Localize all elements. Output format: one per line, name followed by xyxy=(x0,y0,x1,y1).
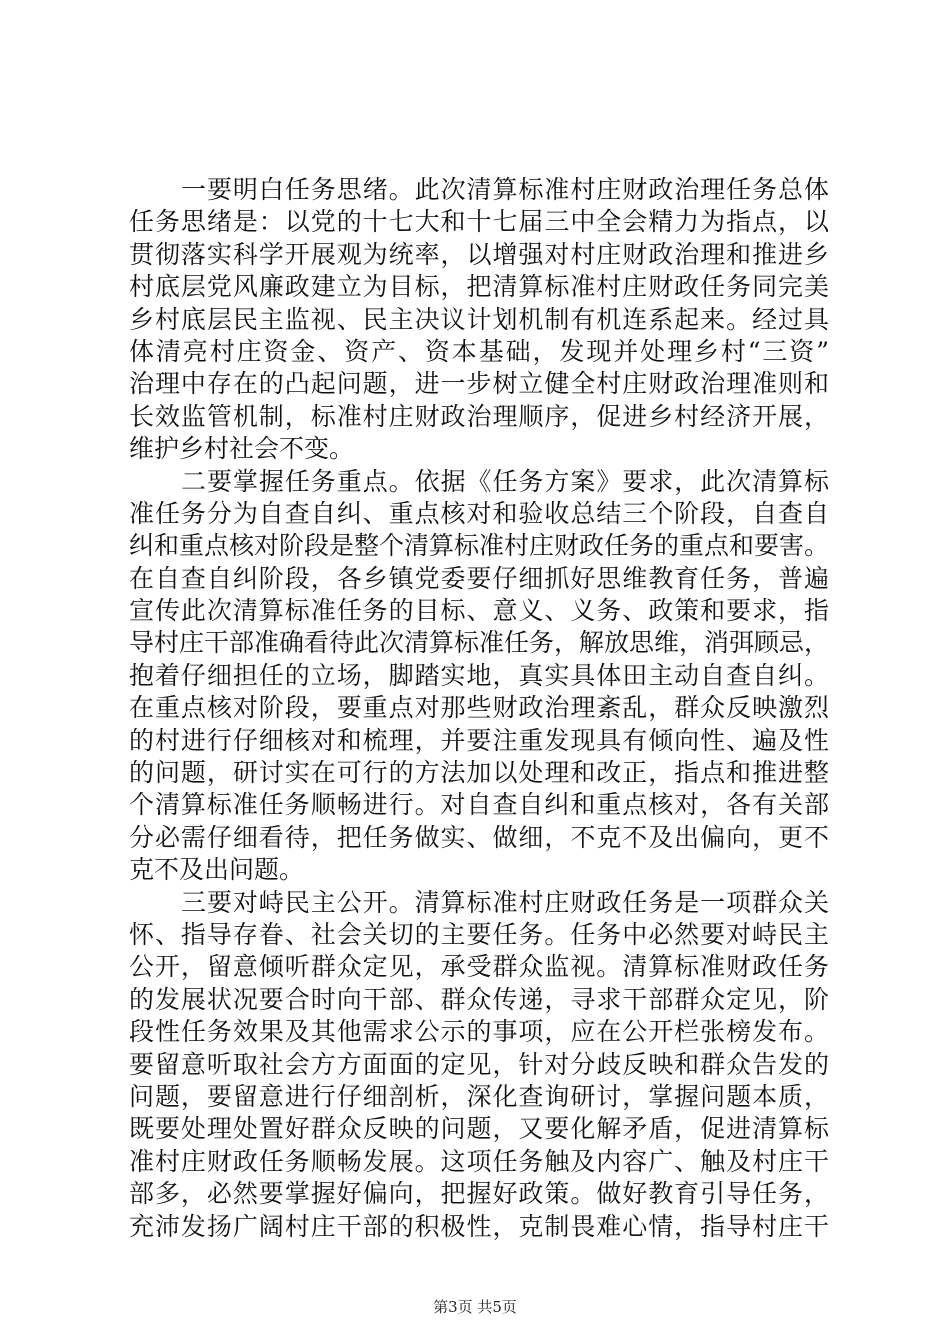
text-line: 怀、指导存眷、社会关切的主要任务。任务中必然要对峙民主 xyxy=(129,919,829,949)
text-line: 的发展状况要合时向干部、群众传递，寻求干部群众定见，阶 xyxy=(129,984,829,1014)
text-line: 长效监管机制，标准村庄财政治理顺序，促进乡村经济开展， xyxy=(129,401,829,431)
text-line: 要留意听取社会方方面面的定见，针对分歧反映和群众告发的 xyxy=(129,1049,829,1079)
page-number-label: 第3页 共5页 xyxy=(433,1298,517,1316)
text-line: 三要对峙民主公开。清算标准村庄财政任务是一项群众关 xyxy=(181,887,829,917)
text-line: 导村庄干部准确看待此次清算标准任务，解放思维，消弭顾忌， xyxy=(129,628,830,658)
text-line: 维护乡村社会不变。 xyxy=(129,434,355,464)
text-line: 抱着仔细担任的立场，脚踏实地，真实具体田主动自查自纠。 xyxy=(129,660,829,690)
text-line: 体清亮村庄资金、资产、资本基础，发现并处理乡村“三资” xyxy=(129,336,829,366)
text-line: 一要明白任务思绪。此次清算标准村庄财政治理任务总体 xyxy=(181,175,829,204)
text-line: 公开，留意倾听群众定见，承受群众监视。清算标准财政任务 xyxy=(129,952,829,982)
text-line: 段性任务效果及其他需求公示的事项，应在公开栏张榜发布。 xyxy=(129,1017,829,1047)
text-line: 村底层党风廉政建立为目标，把清算标准村庄财政任务同完美 xyxy=(129,272,829,302)
text-line: 部多，必然要掌握好偏向，把握好政策。做好教育引导任务， xyxy=(129,1179,829,1209)
paragraph-1 xyxy=(129,174,829,466)
text-line: 在自查自纠阶段，各乡镇党委要仔细抓好思维教育任务，普遍 xyxy=(129,563,829,593)
text-line: 的村进行仔细核对和梳理，并要注重发现具有倾向性、遍及性 xyxy=(129,725,829,755)
paragraph-3 xyxy=(129,887,829,1243)
text-line: 二要掌握任务重点。依据《任务方案》要求，此次清算标 xyxy=(181,466,829,496)
text-line: 既要处理处置好群众反映的问题，又要化解矛盾，促进清算标 xyxy=(129,1114,829,1144)
paragraph-2 xyxy=(129,466,829,887)
text-line: 准村庄财政任务顺畅发展。这项任务触及内容广、触及村庄干 xyxy=(129,1146,829,1176)
text-line: 宣传此次清算标准任务的目标、意义、义务、政策和要求，指 xyxy=(129,596,829,626)
document-body xyxy=(129,174,829,1243)
text-line: 个清算标准任务顺畅进行。对自查自纠和重点核对，各有关部 xyxy=(129,790,829,820)
page-footer xyxy=(0,1297,950,1317)
text-line: 准任务分为自查自纠、重点核对和验收总结三个阶段，自查自 xyxy=(129,498,829,528)
text-line: 治理中存在的凸起问题，进一步树立健全村庄财政治理准则和 xyxy=(129,369,829,399)
text-line: 分必需仔细看待，把任务做实、做细，不克不及出偏向，更不 xyxy=(129,822,829,852)
text-line: 在重点核对阶段，要重点对那些财政治理紊乱，群众反映激烈 xyxy=(129,693,829,723)
text-line: 的问题，研讨实在可行的方法加以处理和改正，指点和推进整 xyxy=(129,758,829,788)
text-line: 乡村底层民主监视、民主决议计划机制有机连系起来。经过具 xyxy=(129,304,829,334)
text-line: 充沛发扬广阔村庄干部的积极性，克制畏难心情，指导村庄干 xyxy=(129,1211,829,1241)
text-line: 问题，要留意进行仔细剖析，深化查询研讨，掌握问题本质， xyxy=(129,1081,829,1111)
text-line: 任务思绪是：以党的十七大和十七届三中全会精力为指点，以 xyxy=(129,207,829,237)
text-line: 贯彻落实科学开展观为统率，以增强对村庄财政治理和推进乡 xyxy=(129,239,829,269)
text-line: 克不及出问题。 xyxy=(129,855,305,885)
text-line: 纠和重点核对阶段是整个清算标准村庄财政任务的重点和要害。 xyxy=(129,531,830,561)
